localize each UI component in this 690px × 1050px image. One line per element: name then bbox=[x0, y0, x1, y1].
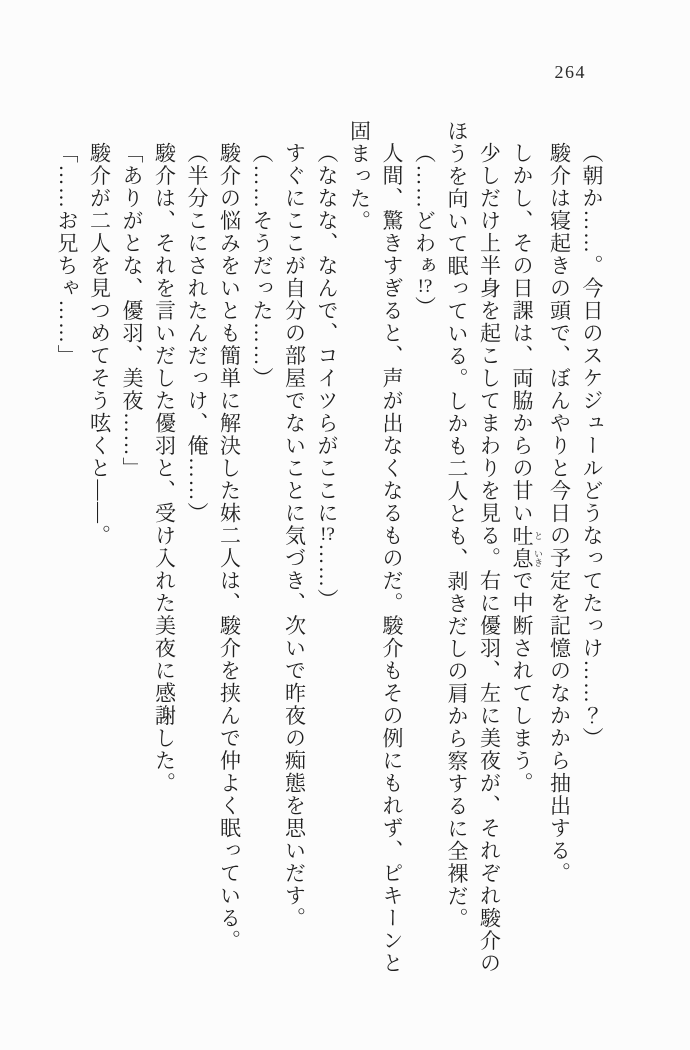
text-line-3: しかし、その日課は、両脇からの甘い吐 と息 いきで中断されてしまう。 bbox=[510, 142, 543, 795]
text-line-14: 駿介は、それを言いだした優羽と、受け入れた美夜に感謝した。 bbox=[152, 142, 177, 795]
furigana-ruby: 吐 と息 いき bbox=[510, 524, 543, 570]
text-line-4: 少しだけ上半身を起こしてまわりを見る。右に優羽、左に美夜が、それぞれ駿介の bbox=[477, 142, 502, 975]
furigana-text: と bbox=[533, 524, 543, 547]
text-line-13: （半分こにされたんだっけ、俺……） bbox=[185, 142, 209, 525]
text-line-6: （……どわぁ!?） bbox=[412, 142, 437, 319]
text-line-12: 駿介の悩みをいとも簡単に解決した妹二人は、駿介を挟んで仲よく眠っている。 bbox=[217, 142, 242, 952]
text-line-16: 駿介が二人を見つめてそう呟くと――。 bbox=[87, 142, 112, 547]
text-line-5: ほうを向いて眠っている。しかも二人とも、剥きだしの肩から察するに全裸だ。 bbox=[445, 120, 469, 930]
text-line-15: 「ありがとな、優羽、美夜……」 bbox=[120, 142, 144, 480]
text-line-10: すぐにここが自分の部屋でないことに気づき、次いで昨夜の痴態を思いだす。 bbox=[282, 142, 307, 930]
text-line-7: 人間、驚きすぎると、声が出なくなるものだ。駿介もその例にもれず、ピキーンと bbox=[380, 142, 404, 975]
text-line-1: （朝か……。今日のスケジュールどうなってたっけ……？） bbox=[580, 142, 604, 750]
tate-chu-yoko: !? bbox=[320, 524, 335, 544]
tate-chu-yoko: !? bbox=[417, 277, 433, 296]
page-text bbox=[51, 120, 609, 1000]
text-line-9: （ななな、なんで、コイツらがここに!?……） bbox=[315, 142, 339, 611]
text-line-2: 駿介は寝起きの頭で、ぼんやりと今日の予定を記憶のなかから抽出する。 bbox=[547, 142, 572, 885]
text-line-11: （……そうだった……） bbox=[250, 142, 274, 390]
text-line-17: 「……お兄ちゃ……」 bbox=[55, 142, 79, 367]
text-line-8: 固まった。 bbox=[347, 120, 372, 233]
furigana-text: いき bbox=[533, 547, 543, 570]
page-number: 264 bbox=[554, 62, 586, 82]
